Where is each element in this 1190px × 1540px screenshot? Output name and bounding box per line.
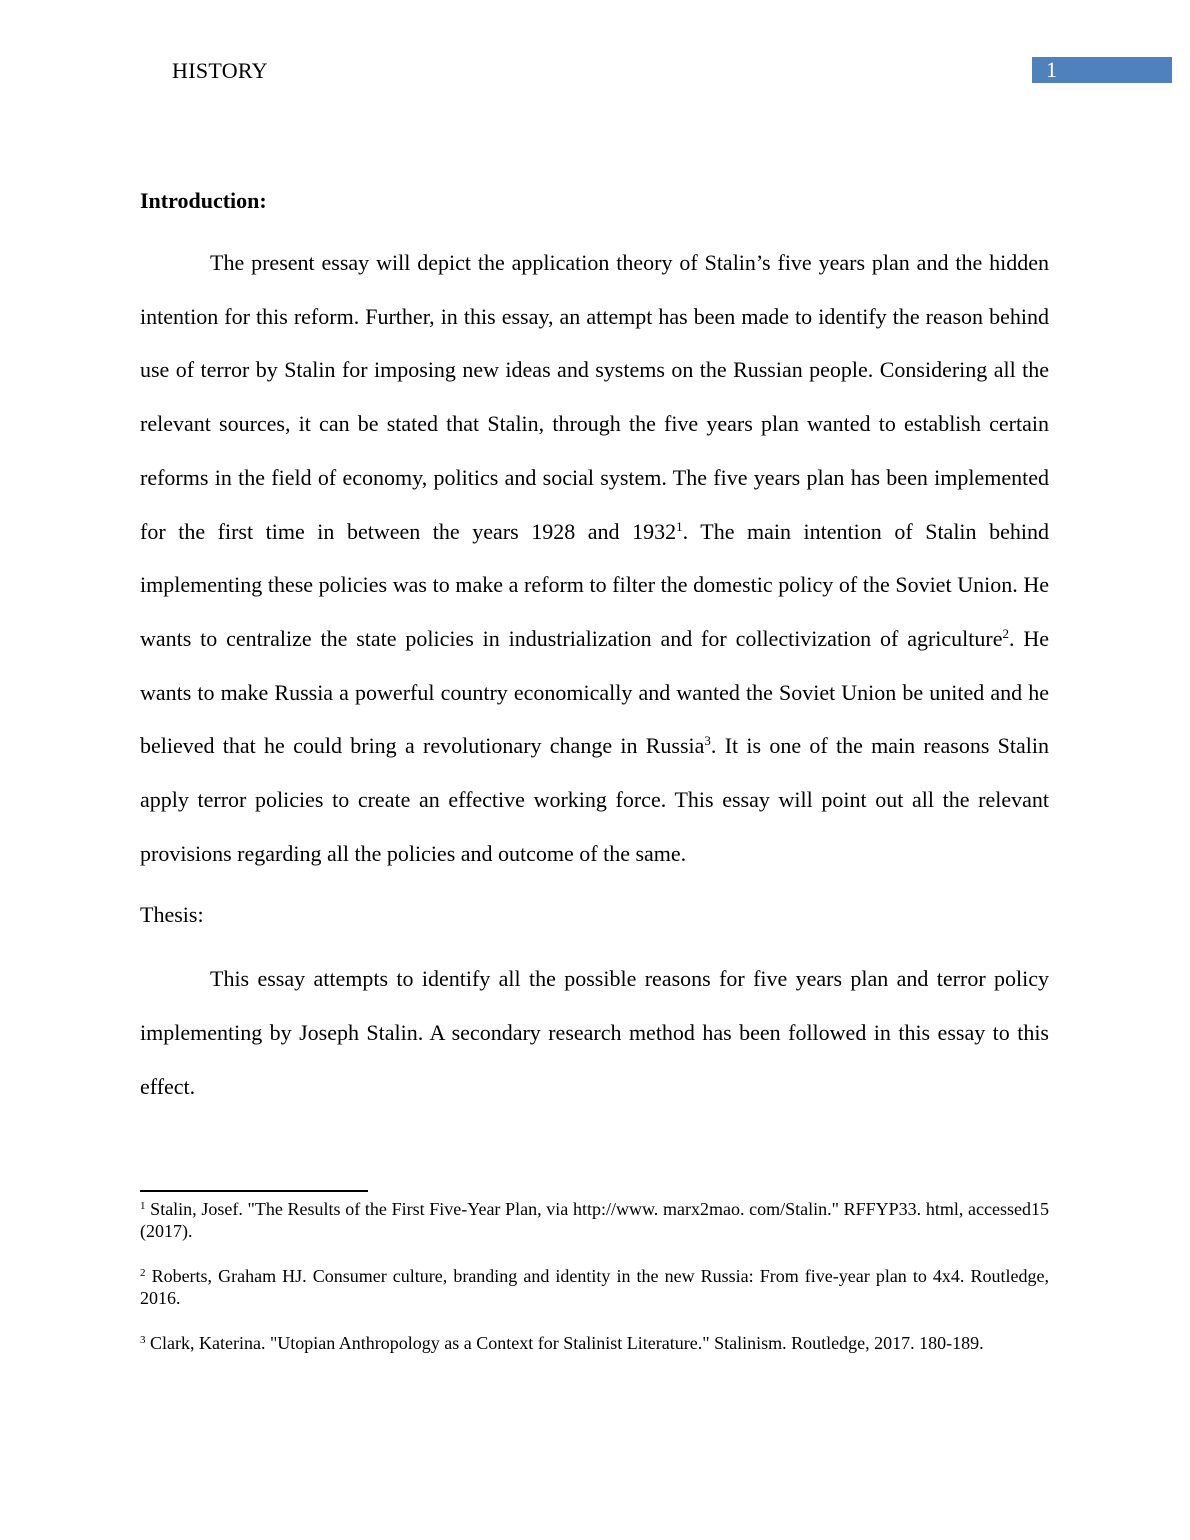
footnote-marker: 3 <box>140 1334 146 1346</box>
footnote-ref[interactable]: 1 <box>676 518 683 534</box>
footnote-separator <box>140 1190 368 1192</box>
footnotes <box>140 1198 1049 1377</box>
page-number-badge <box>1032 57 1172 83</box>
thesis-label: Thesis: <box>140 902 204 928</box>
footnote-text: Stalin, Josef. "The Results of the First Five-Year Plan, via http://www. marx2mao. com/Stalin." RFFYP33. html, accessed15 (2017). <box>140 1199 1049 1241</box>
page-number: 1 <box>1046 57 1057 82</box>
intro-text-segment: The present essay will depict the application theory of Stalin’s five years plan and the hidden intention for this reform. Further, in this essay, an attempt has been made to identify the reason behind use of terror by Stalin for imposing new ideas and systems on the Russian people. Considering all the relevant sources, it can be stated that Stalin, through the five years plan wanted to establish certain reforms in the field of economy, politics and social system. The five years plan has been implemented for the first time in between the years 1928 and 1932 <box>140 250 1049 544</box>
intro-text-segment: . He wants to make Russia a powerful country economically and wanted the Soviet Union be united and he believed that he could bring a revolutionary change in Russia <box>140 625 1050 759</box>
footnote-ref[interactable]: 2 <box>1002 625 1009 641</box>
footnote-ref[interactable]: 3 <box>704 733 711 749</box>
footnote-marker: 1 <box>140 1200 146 1212</box>
introduction-heading: Introduction: <box>140 188 267 213</box>
intro-text-segment: . The main intention of Stalin behind implementing these policies was to make a reform to filter the domestic policy of the Soviet Union. He wants to centralize the state policies in industrialization and for collectivization of agriculture <box>140 518 1049 651</box>
footnote <box>140 1332 1049 1354</box>
header-title: HISTORY <box>172 58 268 83</box>
document-body <box>140 183 1049 1114</box>
footnote <box>140 1265 1049 1309</box>
footnote-marker: 2 <box>140 1267 146 1279</box>
introduction-paragraph <box>140 236 1049 880</box>
intro-text-segment: . It is one of the main reasons Stalin apply terror policies to create an effective working force. This essay will point out all the relevant provisions regarding all the policies and outcome of the same. <box>140 733 1049 866</box>
thesis-paragraph: This essay attempts to identify all the possible reasons for five years plan and terror policy implementing by Joseph Stalin. A secondary research method has been followed in this essay to this effect. <box>140 966 1049 1099</box>
footnote-text: Clark, Katerina. "Utopian Anthropology as a Context for Stalinist Literature." Stalinism. Routledge, 2017. 180-189. <box>145 1333 984 1353</box>
footnote-text: Roberts, Graham HJ. Consumer culture, branding and identity in the new Russia: From five-year plan to 4x4. Routledge, 2016. <box>140 1266 1049 1308</box>
footnote <box>140 1198 1049 1242</box>
